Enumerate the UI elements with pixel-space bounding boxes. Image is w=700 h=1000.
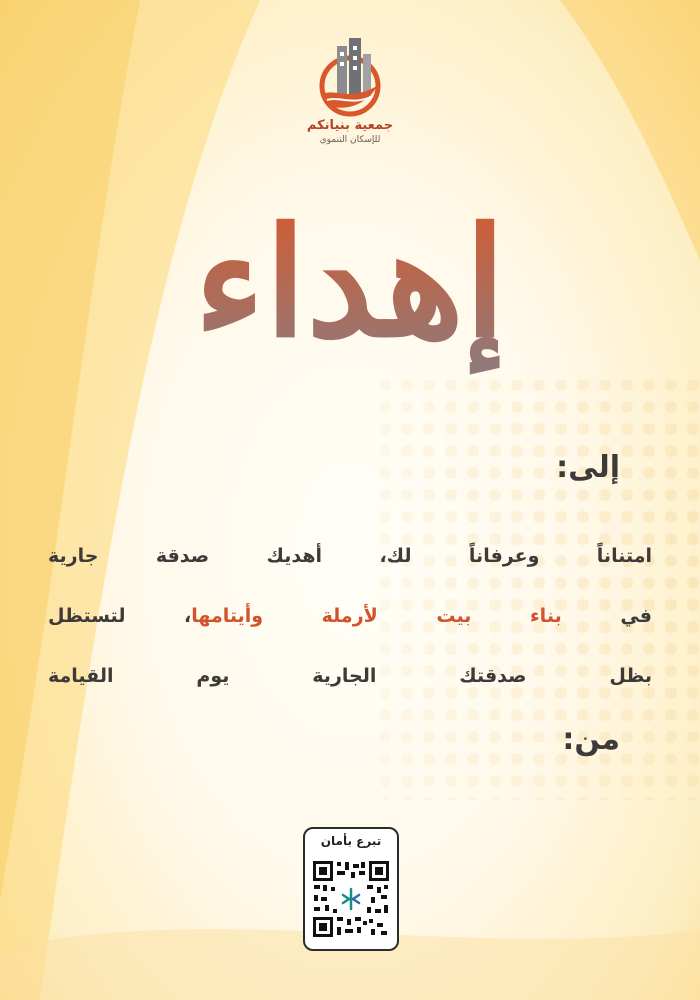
project-highlight: بناء بيت لأرملة وأيتامها	[191, 605, 562, 627]
message-line-2	[48, 605, 652, 627]
organization-name: جمعية بنيانكم	[306, 118, 394, 133]
donation-qr-card[interactable]	[303, 827, 399, 951]
organization-tagline: للإسكان التنموي	[319, 135, 381, 145]
message-line-1: امتناناً وعرفاناً لك، أهديك صدقة جارية	[48, 545, 652, 567]
building-hands-logo-icon	[315, 36, 385, 116]
to-label: إلى:	[556, 450, 620, 485]
organization-logo	[300, 36, 400, 161]
message-line-2-suffix: ، لتستظل	[48, 605, 192, 627]
message-line-2-prefix: في	[620, 605, 652, 627]
qr-label: تبرع بأمان	[320, 834, 382, 848]
qr-code-icon[interactable]	[311, 859, 391, 939]
from-label: من:	[562, 722, 620, 757]
title-calligraphy: إهداء	[194, 195, 506, 371]
dedication-title	[194, 185, 506, 385]
message-line-3: بظل صدقتك الجارية يوم القيامة	[48, 665, 652, 687]
